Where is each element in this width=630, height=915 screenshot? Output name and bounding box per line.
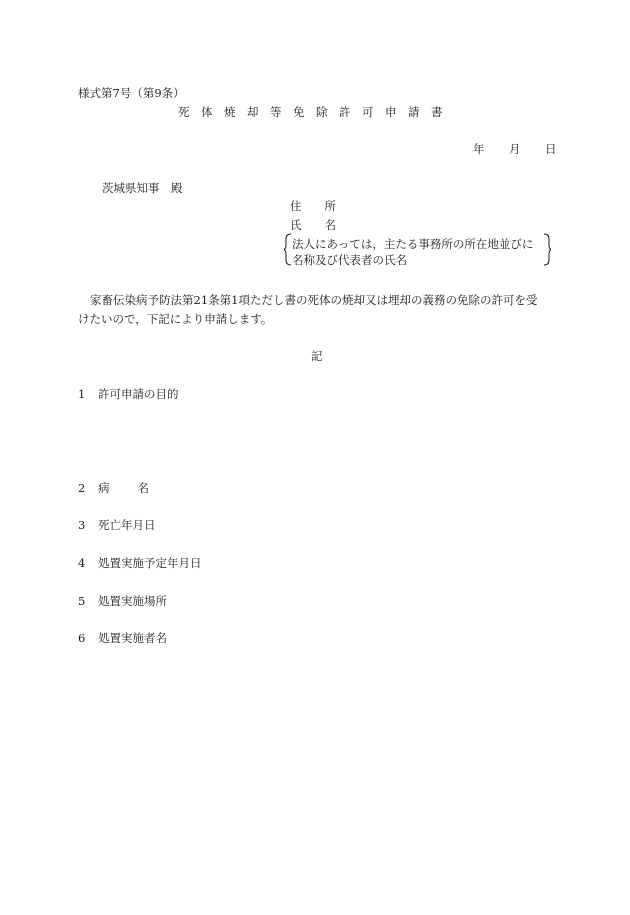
- item-label: 処置実施者名: [98, 631, 167, 645]
- item-label: 処置実施場所: [98, 594, 167, 608]
- date-day-label: 日: [545, 142, 557, 156]
- item-scheduled-date: [78, 555, 202, 571]
- date-month-label: 月: [509, 142, 521, 156]
- item-label: 許可申請の目的: [98, 387, 179, 401]
- item-number: 3: [78, 518, 86, 532]
- item-disease-name: [78, 480, 177, 496]
- date-year-label: 年: [473, 142, 485, 156]
- item-purpose: [78, 386, 179, 402]
- item-number: 5: [78, 594, 86, 608]
- corporate-note-line1: 法人にあっては，主たる事務所の所在地並びに: [292, 237, 534, 251]
- item-number: 6: [78, 631, 86, 645]
- item-label: 死亡年月日: [98, 518, 156, 532]
- request-text-line1: 家畜伝染病予防法第21条第1項ただし書の死体の焼却又は埋却の義務の免除の許可を受: [90, 293, 538, 307]
- form-number: 様式第7号（第9条）: [78, 86, 185, 100]
- item-location: [78, 593, 167, 609]
- item-death-date: [78, 517, 156, 533]
- item-label: 処置実施予定年月日: [98, 556, 202, 570]
- request-text-line2: けたいので，下記により申請します。: [78, 312, 273, 326]
- addressee: 茨城県知事 殿: [102, 181, 183, 195]
- item-number: 1: [78, 387, 86, 401]
- name-label: 氏 名: [290, 218, 336, 232]
- item-number: 4: [78, 556, 86, 570]
- item-number: 2: [78, 481, 86, 495]
- ki-heading: 記: [311, 349, 323, 363]
- page-title: 死体焼却等免除許可申請書: [178, 105, 454, 119]
- item-operator-name: [78, 630, 167, 646]
- item-label: 病名: [98, 481, 177, 495]
- address-label: 住 所: [290, 199, 336, 213]
- corporate-note-line2: 名称及び代表者の氏名: [292, 253, 407, 267]
